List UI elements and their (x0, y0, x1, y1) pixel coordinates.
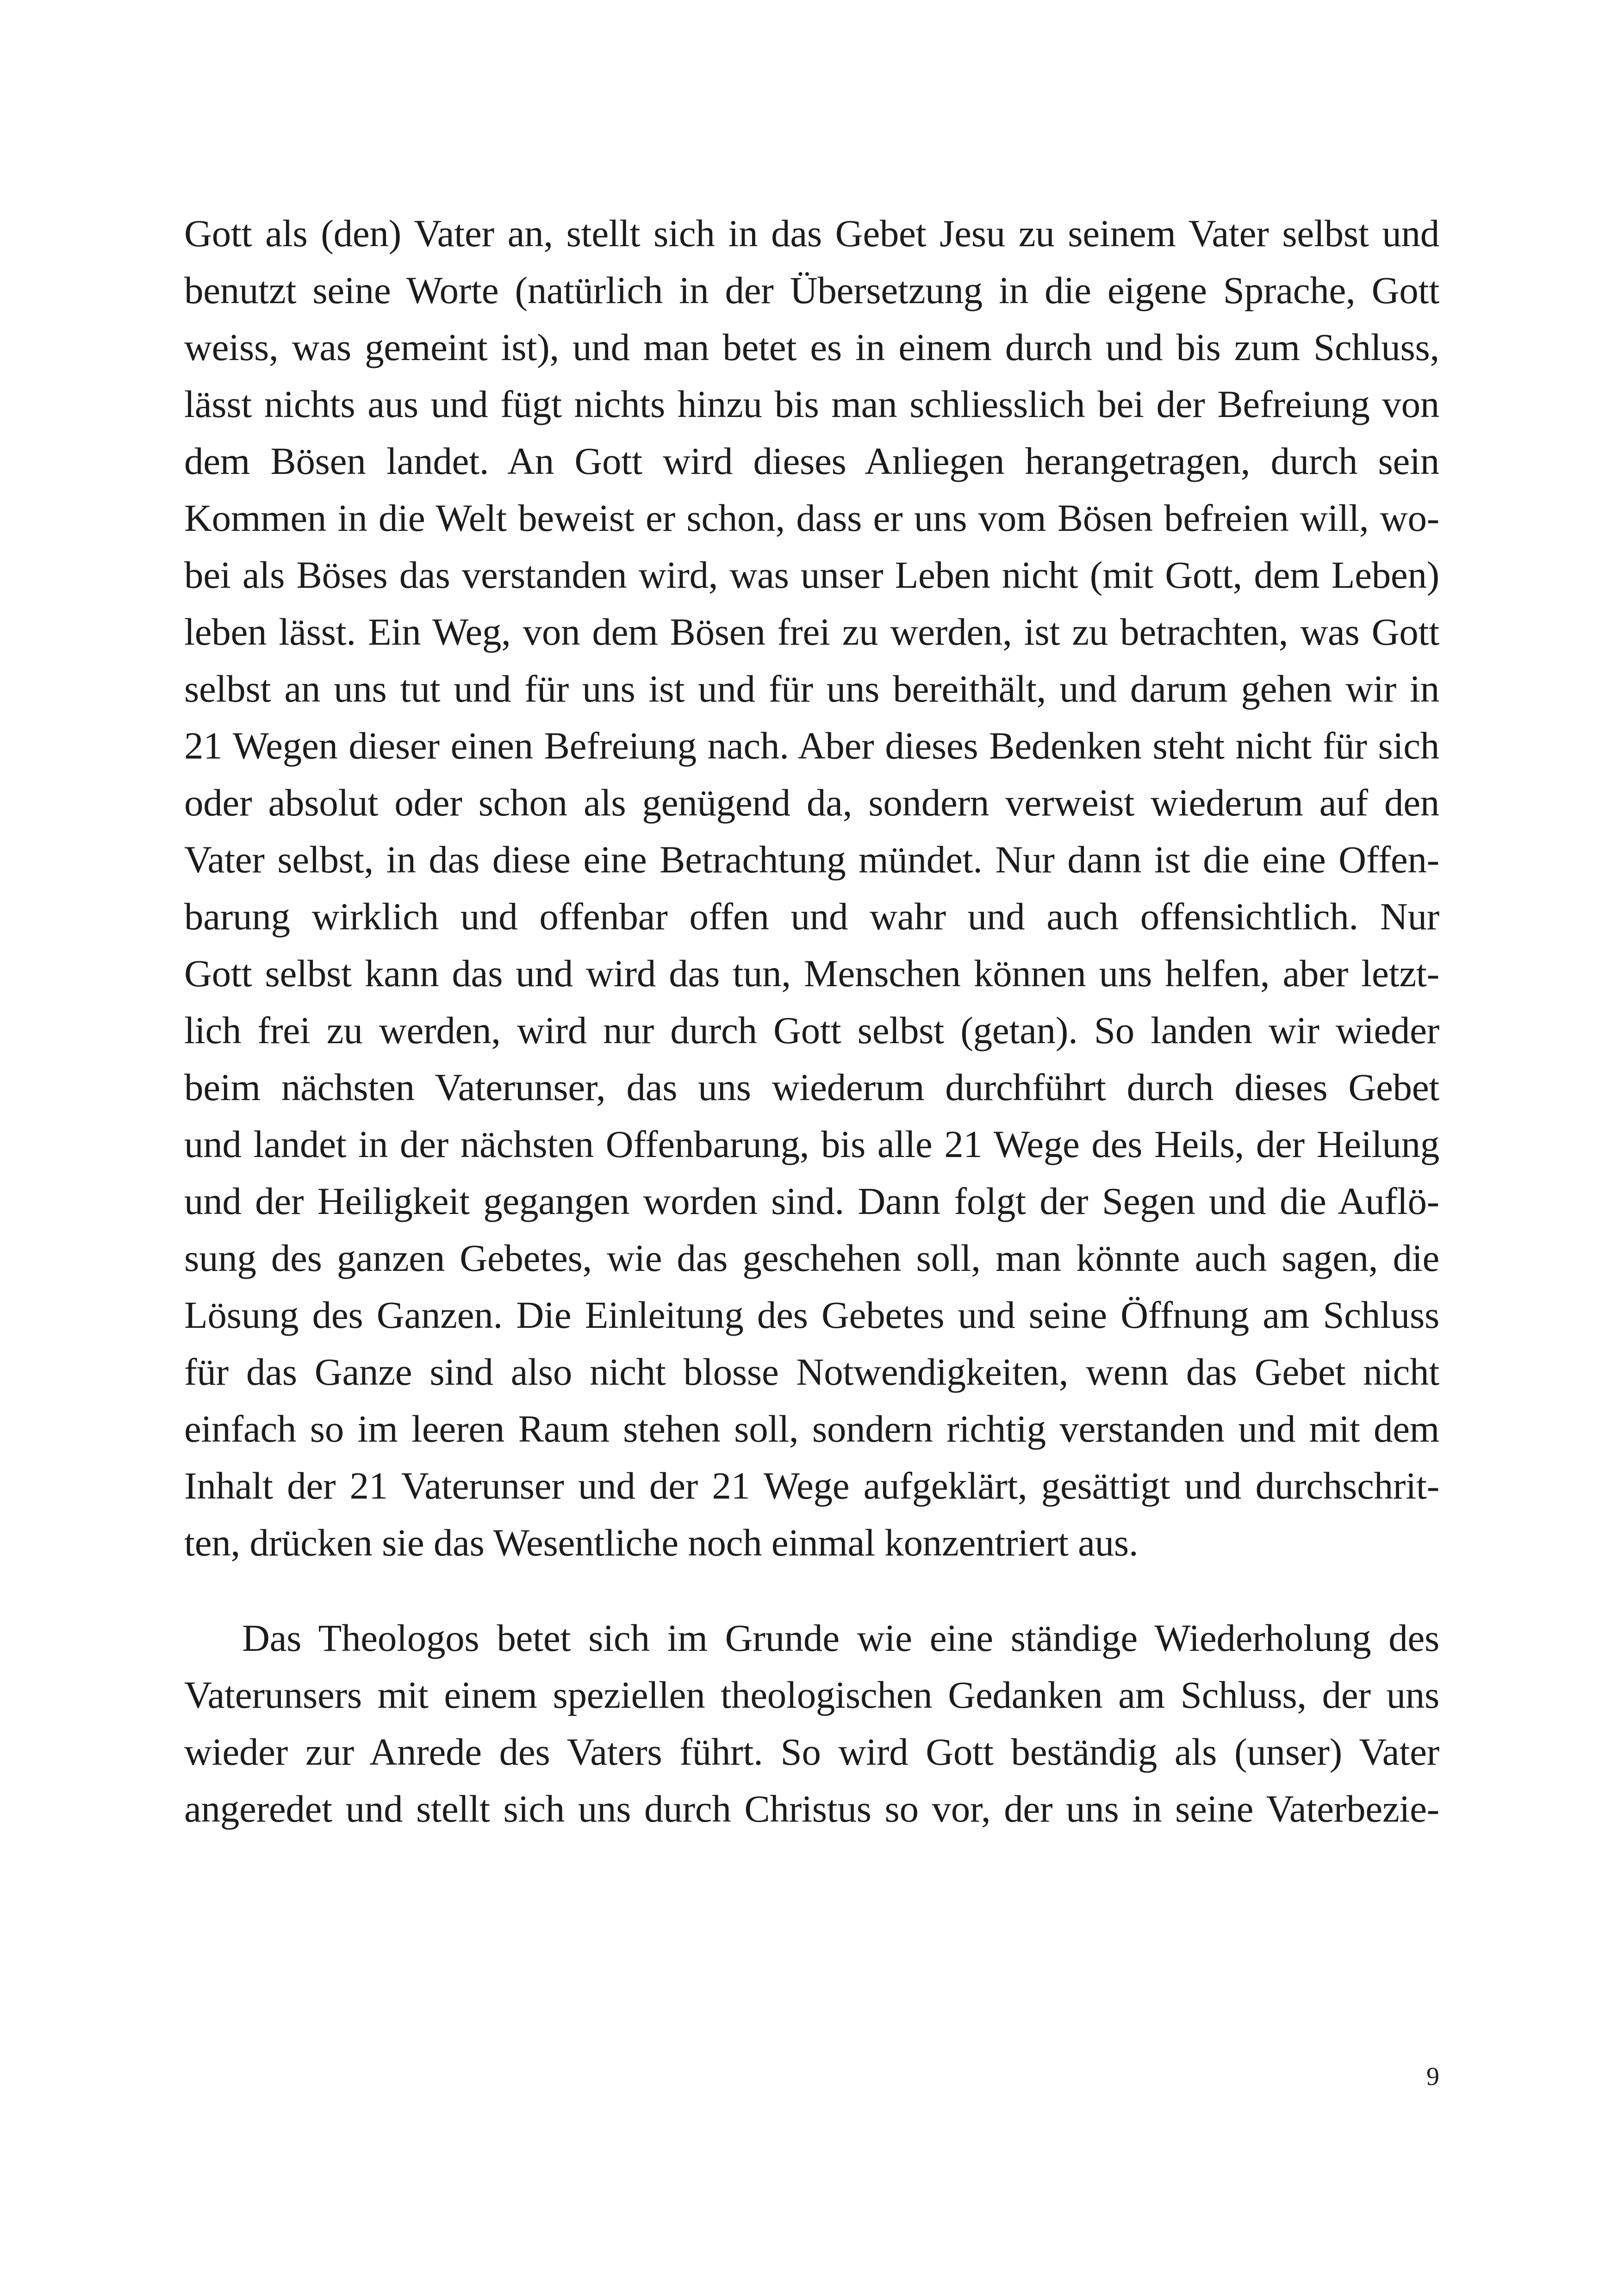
text-line: einfach so im leeren Raum stehen soll, sondern richtig verstanden und mit dem (184, 1407, 1439, 1450)
text-line: ten, drücken sie das Wesentliche noch einmal konzentriert aus. (184, 1521, 1139, 1564)
body-paragraph-1 (184, 205, 1439, 1571)
text-line: wieder zur Anrede des Vaters führt. So wird Gott beständig als (unser) Vater (184, 1730, 1439, 1773)
text-line: lässt nichts aus und fügt nichts hinzu bis man schliesslich bei der Befreiung von (184, 383, 1439, 425)
page-number: 9 (1426, 2062, 1439, 2091)
text-line: oder absolut oder schon als genügend da, sondern verweist wiederum auf den (184, 781, 1439, 824)
text-line: 21 Wegen dieser einen Befreiung nach. Aber dieses Bedenken steht nicht für sich (184, 724, 1439, 767)
text-line: Vaterunsers mit einem speziellen theologischen Gedanken am Schluss, der uns (184, 1674, 1439, 1716)
text-line: dem Bösen landet. An Gott wird dieses Anliegen herangetragen, durch sein (184, 440, 1439, 482)
text-line: leben lässt. Ein Weg, von dem Bösen frei zu werden, ist zu betrachten, was Gott (184, 610, 1439, 653)
text-line: barung wirklich und offenbar offen und wahr und auch offensichtlich. Nur (184, 895, 1439, 938)
text-line: selbst an uns tut und für uns ist und für uns bereithält, und darum gehen wir in (184, 667, 1439, 710)
text-line: und landet in der nächsten Offenbarung, bis alle 21 Wege des Heils, der Heilung (184, 1123, 1439, 1165)
text-line: Gott als (den) Vater an, stellt sich in das Gebet Jesu zu seinem Vater selbst und (184, 212, 1439, 255)
text-line: Lösung des Ganzen. Die Einleitung des Gebetes und seine Öffnung am Schluss (184, 1294, 1439, 1336)
text-line: angeredet und stellt sich uns durch Christus so vor, der uns in seine Vaterbezie- (184, 1787, 1439, 1830)
text-line: Gott selbst kann das und wird das tun, Menschen können uns helfen, aber letzt- (184, 952, 1439, 995)
text-line: bei als Böses das verstanden wird, was unser Leben nicht (mit Gott, dem Leben) (184, 554, 1439, 596)
text-line: und der Heiligkeit gegangen worden sind. Dann folgt der Segen und die Auflö- (184, 1180, 1439, 1222)
text-line: Kommen in die Welt beweist er schon, dass er uns vom Bösen befreien will, wo- (184, 497, 1439, 539)
body-paragraph-2 (184, 1610, 1439, 1837)
text-line: Vater selbst, in das diese eine Betrachtung mündet. Nur dann ist die eine Offen- (184, 838, 1439, 881)
text-line: lich frei zu werden, wird nur durch Gott selbst (getan). So landen wir wieder (184, 1009, 1439, 1052)
text-line: beim nächsten Vaterunser, das uns wiederum durchführt durch dieses Gebet (184, 1066, 1439, 1108)
text-line: benutzt seine Worte (natürlich in der Übersetzung in die eigene Sprache, Gott (184, 269, 1439, 311)
text-line: Das Theologos betet sich im Grunde wie eine ständige Wiederholung des (242, 1617, 1439, 1659)
text-line: weiss, was gemeint ist), und man betet es in einem durch und bis zum Schluss, (184, 326, 1439, 368)
text-line: Inhalt der 21 Vaterunser und der 21 Wege aufgeklärt, gesättigt und durchschrit- (184, 1464, 1439, 1507)
text-line: für das Ganze sind also nicht blosse Notwendigkeiten, wenn das Gebet nicht (184, 1350, 1439, 1393)
text-line: sung des ganzen Gebetes, wie das geschehen soll, man könnte auch sagen, die (184, 1237, 1439, 1279)
